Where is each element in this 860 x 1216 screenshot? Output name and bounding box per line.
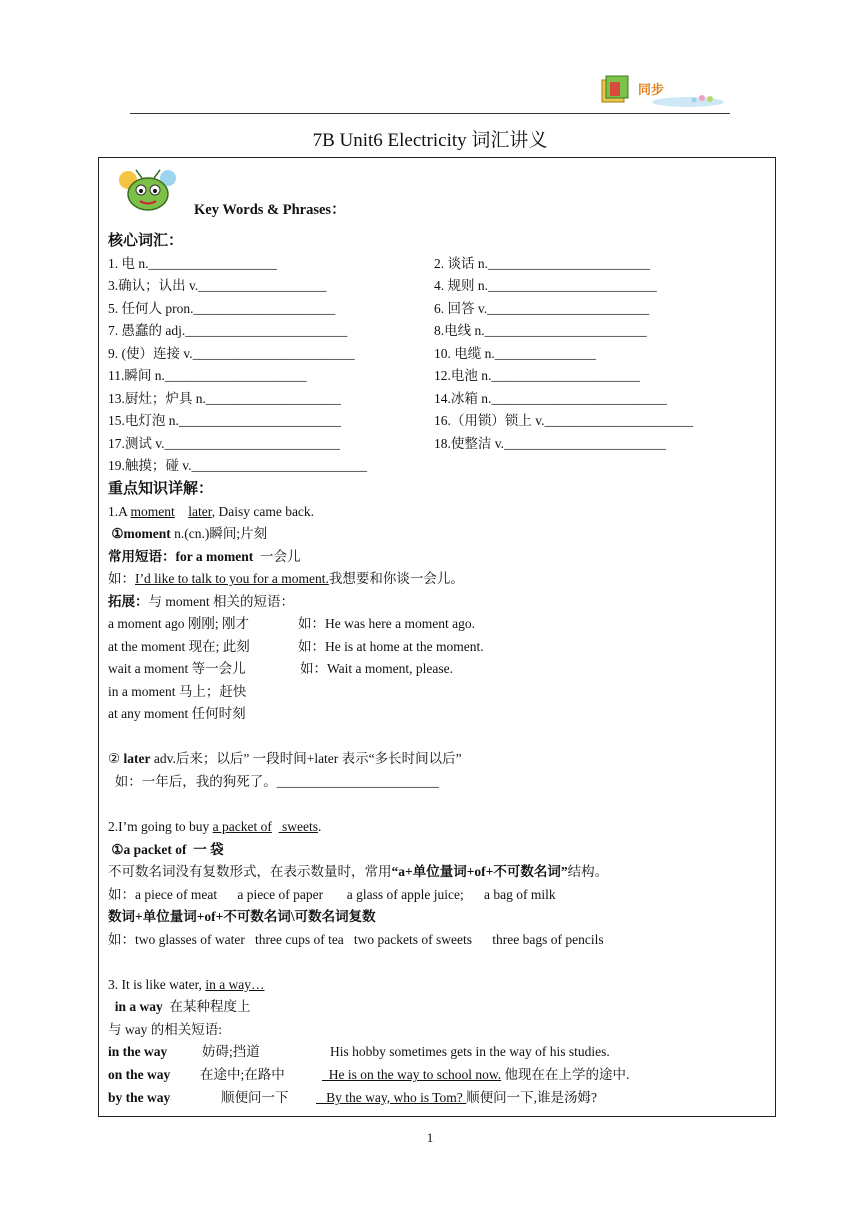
way-phrase: in the way <box>108 1044 168 1059</box>
caterpillar-mascot-icon <box>114 166 182 216</box>
core-vocab-heading: 核心词汇： <box>108 233 184 249</box>
way-phrase: by the way <box>108 1090 171 1105</box>
vocab-item: 7. 愚蠢的 adj.________________________ <box>108 323 348 338</box>
vocab-item: 5. 任何人 pron._____________________ <box>108 301 336 316</box>
point2-examples: 如：a piece of meat a piece of paper a glass of apple juice; a bag of milk <box>108 887 556 902</box>
vocab-item: 8.电线 n.________________________ <box>434 323 647 338</box>
vocab-item: 2. 谈话 n.________________________ <box>434 256 650 271</box>
ext-example: 如：He was here a moment ago. <box>298 616 475 631</box>
point3-sub: in a way 在某种程度上 <box>108 999 251 1014</box>
sync-logo <box>598 72 728 110</box>
ext-phrase: in a moment 马上；赶快 <box>108 684 247 699</box>
vocab-item: 15.电灯泡 n.________________________ <box>108 413 341 428</box>
way-example: His hobby sometimes gets in the way of his studies. <box>330 1044 610 1059</box>
vocab-item: 18.使整洁 v.________________________ <box>434 436 666 451</box>
point3-sentence: 3. It is like water, in a way… <box>108 977 265 992</box>
vocab-item: 14.冰箱 n.__________________________ <box>434 391 667 406</box>
point1-common-phrase: 常用短语：for a moment 一会儿 <box>108 549 301 564</box>
point1-sub2-example: 如：一年后，我的狗死了。________________________ <box>108 774 439 789</box>
page-title: 7B Unit6 Electricity 词汇讲义 <box>312 130 548 151</box>
way-example: By the way, who is Tom? 顺便问一下,谁是汤姆? <box>316 1090 598 1105</box>
point2-sub-title: ①a packet of 一 袋 <box>108 842 224 857</box>
vocab-item: 9. (使）连接 v.________________________ <box>108 346 355 361</box>
point2-examples2: 如：two glasses of water three cups of tea two packets of sweets three bags of pencils <box>108 932 604 947</box>
ext-phrase: at any moment 任何时刻 <box>108 706 246 721</box>
ext-phrase: a moment ago 刚刚; 刚才 <box>108 616 249 631</box>
key-words-heading: Key Words & Phrases： <box>194 202 346 218</box>
vocab-item: 6. 回答 v.________________________ <box>434 301 650 316</box>
ext-example: 如：Wait a moment, please. <box>300 661 453 676</box>
page-number: 1 <box>426 1130 434 1145</box>
vocab-item: 3.确认；认出 v.___________________ <box>108 278 327 293</box>
way-example: He is on the way to school now. 他现在在上学的途中. <box>322 1067 630 1082</box>
vocab-item: 11.瞬间 n._____________________ <box>108 368 307 383</box>
way-meaning: 妨碍;挡道 <box>202 1044 260 1059</box>
way-meaning: 在途中;在路中 <box>200 1067 285 1082</box>
header-rule <box>130 113 730 114</box>
vocab-item: 17.测试 v.__________________________ <box>108 436 340 451</box>
vocab-item: 12.电池 n.______________________ <box>434 368 640 383</box>
vocab-item: 16.（用锁）锁上 v.______________________ <box>434 413 693 428</box>
ext-phrase: wait a moment 等一会儿 <box>108 661 246 676</box>
way-meaning: 顺便问一下 <box>221 1090 289 1105</box>
way-phrase: on the way <box>108 1067 171 1082</box>
ext-phrase: at the moment 现在; 此刻 <box>108 639 250 654</box>
vocab-item: 1. 电 n.___________________ <box>108 256 277 271</box>
key-points-heading: 重点知识详解： <box>108 481 214 497</box>
point1-extension: 拓展：与 moment 相关的短语： <box>108 594 294 609</box>
point2-sentence: 2.I’m going to buy a packet of sweets. <box>108 819 322 834</box>
vocab-item: 13.厨灶；炉具 n.____________________ <box>108 391 341 406</box>
vocab-item: 4. 规则 n._________________________ <box>434 278 657 293</box>
vocab-item: 10. 电缆 n._______________ <box>434 346 596 361</box>
point1-sub1: ①moment n.(cn.)瞬间;片刻 <box>108 526 268 541</box>
point2-rule: 不可数名词没有复数形式，在表示数量时，常用“a+单位量词+of+不可数名词”结构。 <box>108 864 609 879</box>
vocab-item: 19.触摸；碰 v.__________________________ <box>108 458 367 473</box>
logo-text: 同步 <box>638 83 665 98</box>
point3-related: 与 way 的相关短语: <box>108 1022 222 1037</box>
point1-example: 如：I’d like to talk to you for a moment.我想要和你谈一会儿。 <box>108 571 464 586</box>
ext-example: 如：He is at home at the moment. <box>298 639 484 654</box>
point1-sub2: ② later adv.后来；以后” 一段时间+later 表示“多长时间以后” <box>108 751 462 766</box>
point2-rule2: 数词+单位量词+of+不可数名词\可数名词复数 <box>108 909 376 924</box>
point1-sentence: 1.A moment later, Daisy came back. <box>108 504 315 519</box>
